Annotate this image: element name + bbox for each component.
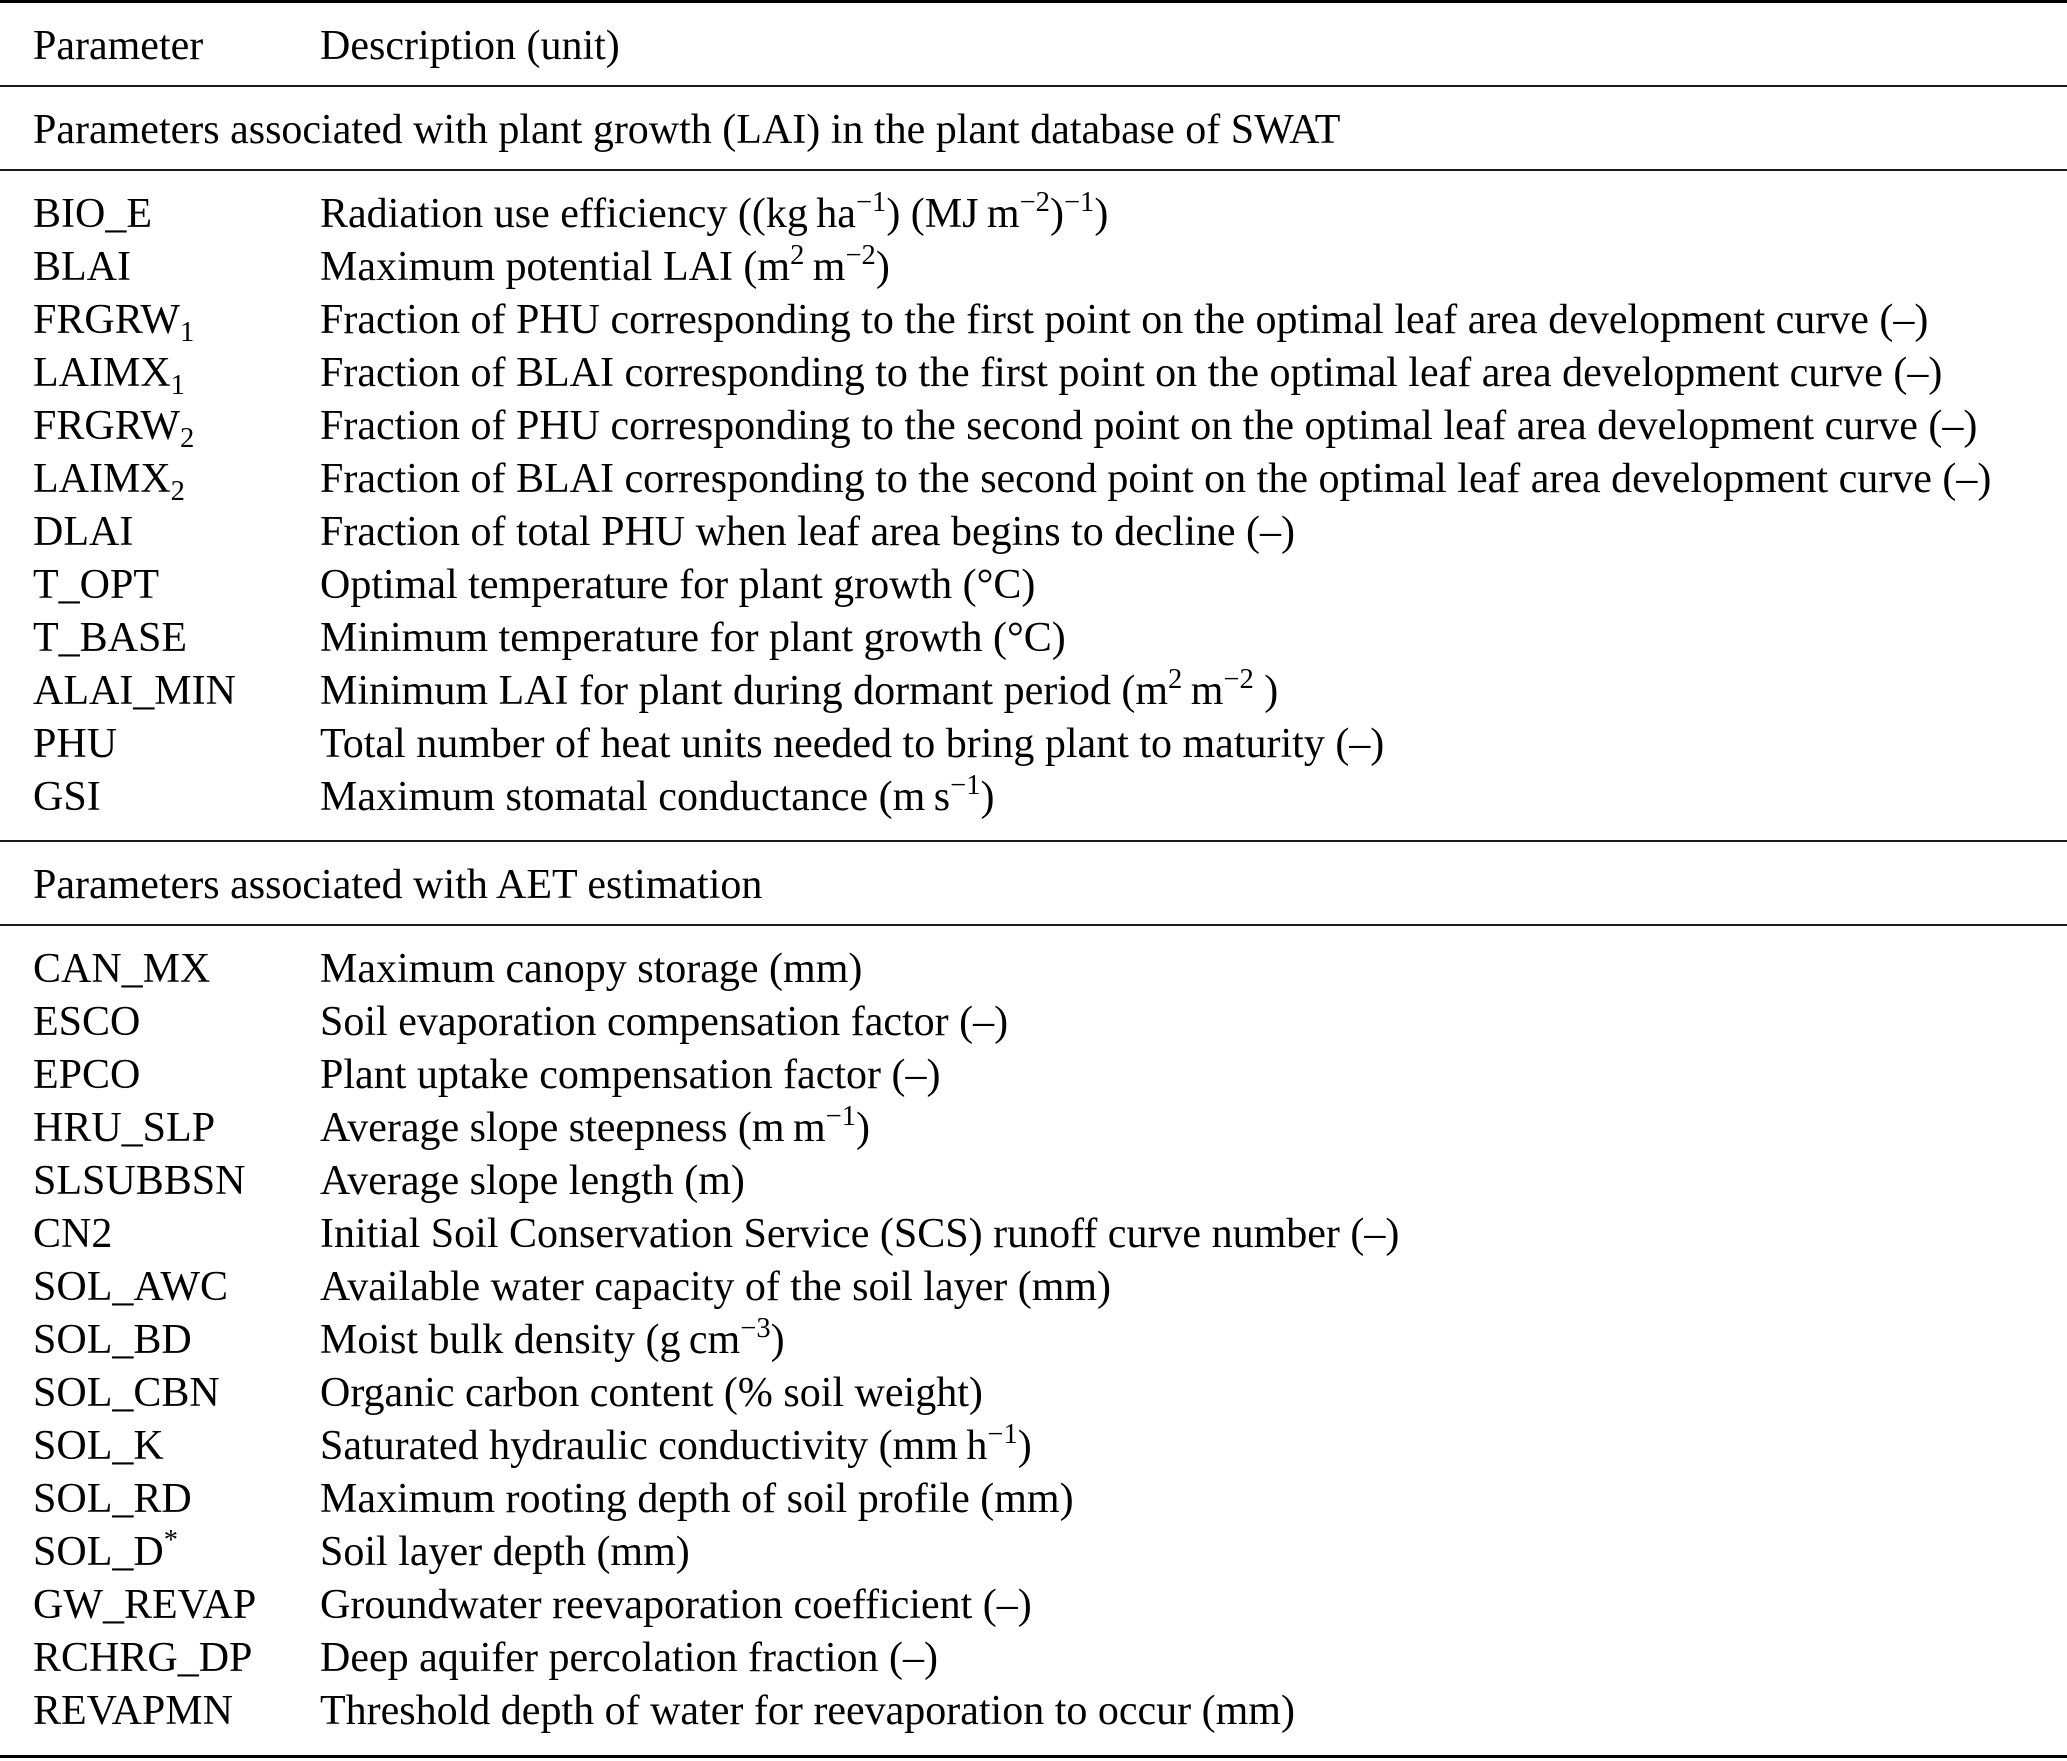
- parameter-description: Saturated hydraulic conductivity (mm $h^{-1}$): [320, 1419, 1032, 1469]
- parameter-description: Organic carbon content (% soil weight): [320, 1370, 983, 1416]
- parameter-description: Soil evaporation compensation factor (–): [320, 999, 1009, 1045]
- table-row: [0, 1473, 2067, 1526]
- parameter-description: Minimum temperature for plant growth (°C): [320, 615, 1066, 661]
- parameter-name: $LAIMX_1$: [33, 350, 185, 401]
- parameter-name: BLAI: [33, 244, 131, 290]
- table-row: [0, 188, 2067, 241]
- parameter-name: REVAPMN: [33, 1688, 233, 1734]
- table-row: [0, 612, 2067, 665]
- parameter-name: ALAI_MIN: [33, 668, 236, 714]
- parameter-description: Moist bulk density (g $cm^{-3}$): [320, 1313, 785, 1363]
- parameter-description: Available water capacity of the soil layer (mm): [320, 1264, 1112, 1310]
- parameter-description: Fraction of PHU corresponding to the first point on the optimal leaf area development curve (–): [320, 297, 1929, 343]
- table-row: [0, 1208, 2067, 1261]
- table-row: [0, 1526, 2067, 1579]
- parameter-name: SOL_RD: [33, 1476, 192, 1522]
- parameter-description: Average slope steepness (m $m^{-1}$): [320, 1101, 871, 1151]
- table-row: [0, 453, 2067, 506]
- column-header-parameter: Parameter: [33, 23, 204, 69]
- parameter-description: Radiation use efficiency ((kg $ha^{-1}$) (MJ $m^{-2})^{-1}$): [320, 187, 1109, 237]
- parameter-description: Fraction of PHU corresponding to the second point on the optimal leaf area development curve (–): [320, 403, 1978, 449]
- parameter-description: Maximum stomatal conductance (m $s^{-1}$): [320, 770, 995, 820]
- parameter-name: CN2: [33, 1211, 113, 1257]
- section-rows: [0, 926, 2067, 1755]
- parameter-name: GSI: [33, 774, 101, 820]
- table-row: [0, 1367, 2067, 1420]
- parameter-description: Initial Soil Conservation Service (SCS) runoff curve number (–): [320, 1211, 1400, 1257]
- parameter-description: Optimal temperature for plant growth (°C): [320, 562, 1036, 608]
- parameter-name: PHU: [33, 721, 118, 767]
- parameter-name: GW_REVAP: [33, 1582, 257, 1628]
- parameter-name: SOL_K: [33, 1423, 164, 1469]
- table-row: [0, 1155, 2067, 1208]
- table-row: [0, 1102, 2067, 1155]
- table-row: [0, 771, 2067, 824]
- section-title: Parameters associated with plant growth (LAI) in the plant database of SWAT: [33, 107, 1341, 153]
- table-row: [0, 294, 2067, 347]
- table-bottom-rule: [0, 1755, 2067, 1758]
- table-row: [0, 1685, 2067, 1738]
- parameter-description: Soil layer depth (mm): [320, 1529, 690, 1575]
- table-row: [0, 1420, 2067, 1473]
- section-rows: [0, 171, 2067, 840]
- parameter-name: T_BASE: [33, 615, 188, 661]
- table-row: [0, 1632, 2067, 1685]
- parameter-name: $FRGRW_2$: [33, 403, 195, 454]
- parameter-description: Maximum rooting depth of soil profile (mm): [320, 1476, 1074, 1522]
- parameter-description: Threshold depth of water for reevaporation to occur (mm): [320, 1688, 1295, 1734]
- parameter-description: Minimum LAI for plant during dormant period ($m^2$ $m^{-2}$ ): [320, 664, 1279, 714]
- parameter-name: SOL_D*: [33, 1525, 178, 1575]
- parameter-description: Total number of heat units needed to bring plant to maturity (–): [320, 721, 1385, 767]
- parameter-description: Deep aquifer percolation fraction (–): [320, 1635, 939, 1681]
- table-row: [0, 347, 2067, 400]
- table-sections: [0, 87, 2067, 1758]
- parameter-name: SOL_CBN: [33, 1370, 220, 1416]
- parameter-name: EPCO: [33, 1052, 141, 1098]
- parameter-name: ESCO: [33, 999, 141, 1045]
- table-row: [0, 1049, 2067, 1102]
- parameter-name: SLSUBBSN: [33, 1158, 246, 1204]
- table-row: [0, 400, 2067, 453]
- parameter-name: $LAIMX_2$: [33, 456, 185, 507]
- table-row: [0, 241, 2067, 294]
- table-row: [0, 1579, 2067, 1632]
- parameter-description: Plant uptake compensation factor (–): [320, 1052, 941, 1098]
- parameter-name: BIO_E: [33, 191, 152, 237]
- parameter-description: Fraction of BLAI corresponding to the first point on the optimal leaf area development curve (–): [320, 350, 1943, 396]
- parameter-description: Maximum potential LAI ($m^2$ $m^{-2}$): [320, 240, 890, 290]
- table-row: [0, 559, 2067, 612]
- parameter-name: CAN_MX: [33, 946, 211, 992]
- parameter-description: Fraction of BLAI corresponding to the second point on the optimal leaf area development curve (–): [320, 456, 1992, 502]
- parameter-name: SOL_AWC: [33, 1264, 228, 1310]
- parameter-name: HRU_SLP: [33, 1105, 216, 1151]
- parameter-description: Maximum canopy storage (mm): [320, 946, 863, 992]
- parameter-name: T_OPT: [33, 562, 159, 608]
- table-row: [0, 1261, 2067, 1314]
- table-row: [0, 506, 2067, 559]
- column-header-description: Description (unit): [320, 23, 620, 69]
- parameter-name: $FRGRW_1$: [33, 297, 195, 348]
- parameter-description: Fraction of total PHU when leaf area begins to decline (–): [320, 509, 1296, 555]
- table-row: [0, 718, 2067, 771]
- table-row: [0, 1314, 2067, 1367]
- parameter-name: SOL_BD: [33, 1317, 192, 1363]
- parameter-description: Average slope length (m): [320, 1158, 745, 1204]
- parameter-name: RCHRG_DP: [33, 1635, 253, 1681]
- table-header-row: [0, 3, 2067, 85]
- table-row: [0, 996, 2067, 1049]
- table-row: [0, 665, 2067, 718]
- parameter-name: DLAI: [33, 509, 134, 555]
- section-title: Parameters associated with AET estimation: [33, 862, 763, 908]
- table-row: [0, 943, 2067, 996]
- parameter-description: Groundwater reevaporation coefficient (–): [320, 1582, 1032, 1628]
